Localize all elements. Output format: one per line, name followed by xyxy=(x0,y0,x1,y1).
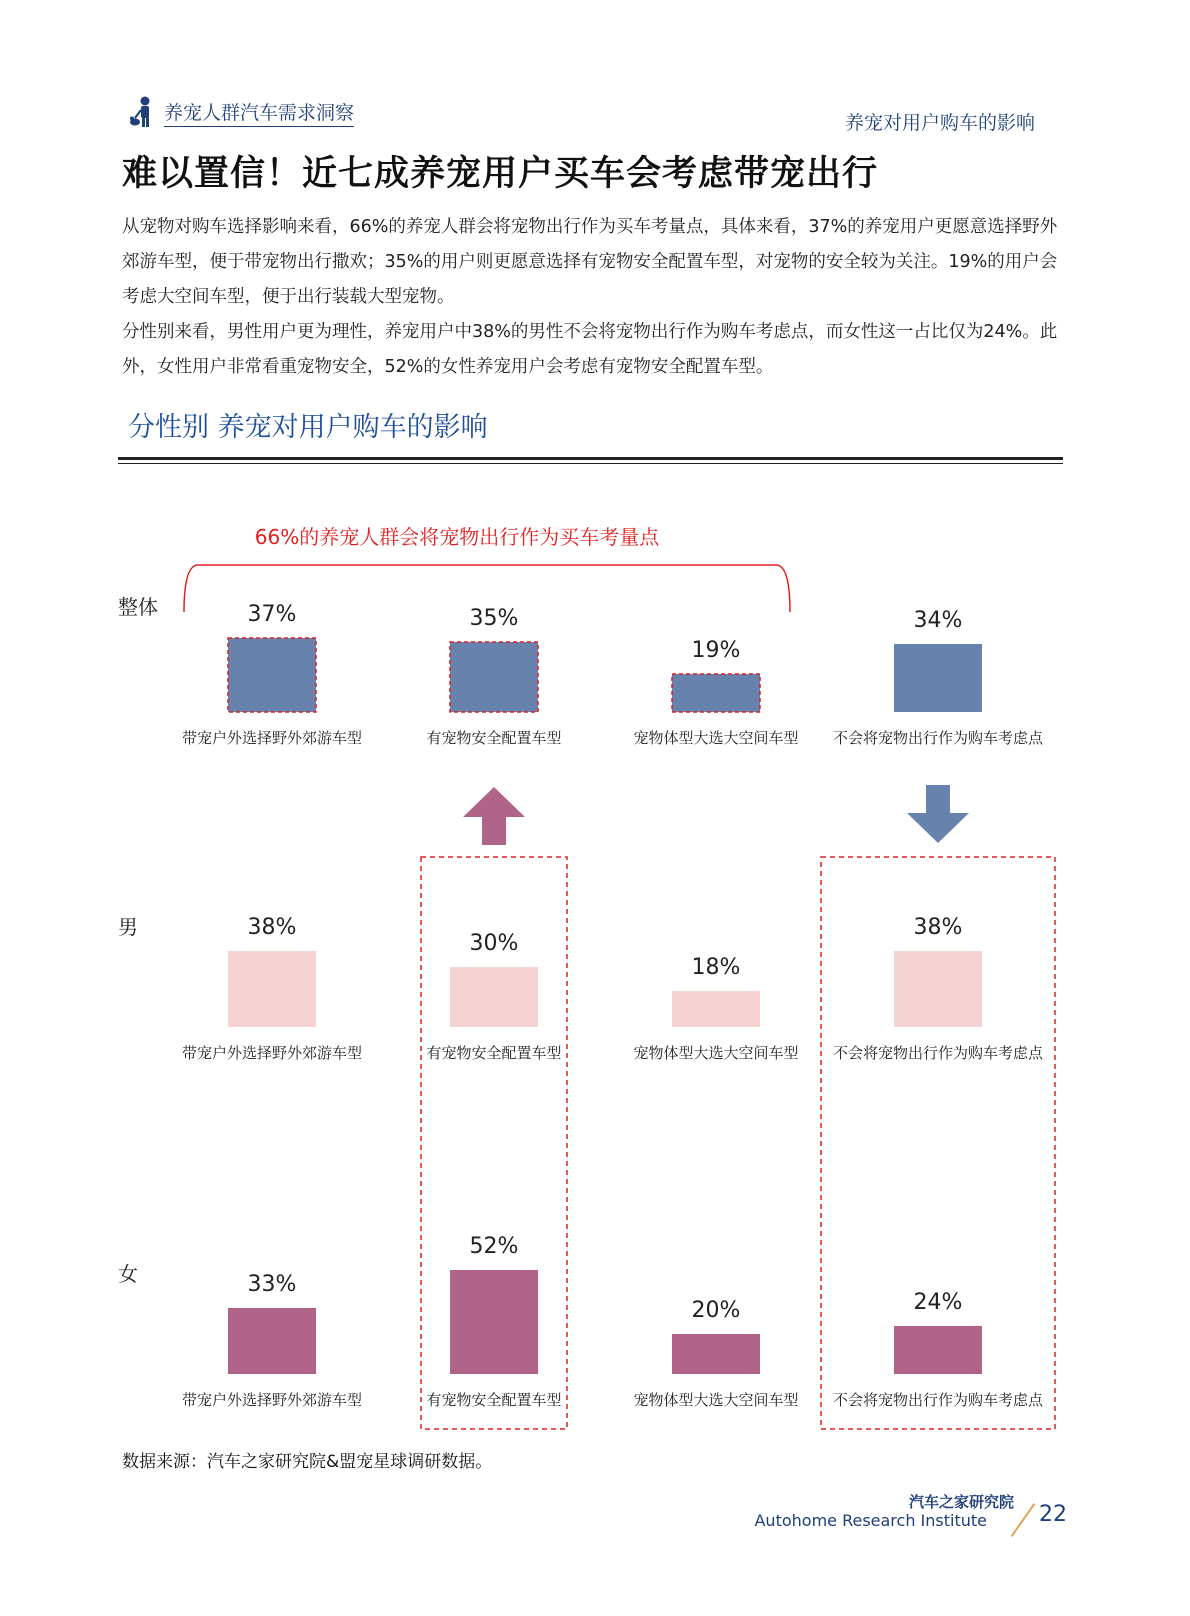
bar xyxy=(672,991,760,1027)
bar xyxy=(672,674,760,712)
data-label: 18% xyxy=(691,955,741,980)
data-label: 38% xyxy=(913,915,963,940)
arrow-down-icon xyxy=(907,785,969,843)
footer-org-cn: 汽车之家研究院 xyxy=(908,1493,1014,1511)
category-label: 宠物体型大选大空间车型 xyxy=(633,729,799,747)
data-label: 34% xyxy=(913,608,963,633)
row-label: 整体 xyxy=(118,595,158,619)
category-label: 带宠户外选择野外郊游车型 xyxy=(181,1391,363,1409)
row-label: 女 xyxy=(118,1262,138,1286)
data-label: 37% xyxy=(247,602,297,627)
data-label: 24% xyxy=(913,1290,963,1315)
bar xyxy=(228,638,316,712)
header-section: 养宠对用户购车的影响 xyxy=(844,112,1035,134)
category-label: 有宠物安全配置车型 xyxy=(426,729,562,747)
category-label: 有宠物安全配置车型 xyxy=(426,1044,562,1062)
bar xyxy=(450,1270,538,1374)
bar xyxy=(894,644,982,712)
paragraph: 分性别来看，男性用户更为理性，养宠用户中38%的男性不会将宠物出行作为购车考虑点，而女性这一占比仅为24%。此外，女性用户非常看重宠物安全，52%的女性养宠用户会考虑有宠物安全配置车型。 xyxy=(122,322,1058,377)
header-brand-text: 养宠人群汽车需求洞察 xyxy=(164,98,354,127)
annotation-text: 66%的养宠人群会将宠物出行作为买车考量点 xyxy=(254,525,660,549)
footer-org-en: Autohome Research Institute xyxy=(754,1511,987,1530)
chart-subtitle: 分性别 养宠对用户购车的影响 xyxy=(128,412,488,443)
category-label: 宠物体型大选大空间车型 xyxy=(633,1044,799,1062)
bar xyxy=(894,1326,982,1374)
bar xyxy=(228,951,316,1027)
category-label: 宠物体型大选大空间车型 xyxy=(633,1391,799,1409)
page-number: 22 xyxy=(1039,1502,1067,1527)
category-label: 带宠户外选择野外郊游车型 xyxy=(181,1044,363,1062)
category-label: 不会将宠物出行作为购车考虑点 xyxy=(832,1391,1044,1409)
paragraph: 从宠物对购车选择影响来看，66%的养宠人群会将宠物出行作为买车考量点，具体来看，37%的养宠用户更愿意选择野外郊游车型，便于带宠物出行撒欢；35%的用户则更愿意选择有宠物安全配置车型，对宠物的安全较为关注。19%的用户会考虑大空间车型，便于出行装载大型宠物。 xyxy=(122,217,1058,307)
category-label: 不会将宠物出行作为购车考虑点 xyxy=(832,1044,1044,1062)
data-source: 数据来源：汽车之家研究院&盟宠星球调研数据。 xyxy=(122,1452,493,1472)
data-label: 19% xyxy=(691,638,741,663)
data-label: 52% xyxy=(469,1234,519,1259)
row-label: 男 xyxy=(118,915,138,939)
data-label: 30% xyxy=(469,931,519,956)
bar xyxy=(450,642,538,712)
data-label: 20% xyxy=(691,1298,741,1323)
data-label: 38% xyxy=(247,915,297,940)
bar xyxy=(450,967,538,1027)
category-label: 带宠户外选择野外郊游车型 xyxy=(181,729,363,747)
page-title: 难以置信！近七成养宠用户买车会考虑带宠出行 xyxy=(122,154,879,194)
bar xyxy=(672,1334,760,1374)
category-label: 不会将宠物出行作为购车考虑点 xyxy=(832,729,1044,747)
data-label: 33% xyxy=(247,1272,297,1297)
data-label: 35% xyxy=(469,606,519,631)
category-label: 有宠物安全配置车型 xyxy=(426,1391,562,1409)
bar xyxy=(228,1308,316,1374)
bar xyxy=(894,951,982,1027)
arrow-up-icon xyxy=(463,787,525,845)
